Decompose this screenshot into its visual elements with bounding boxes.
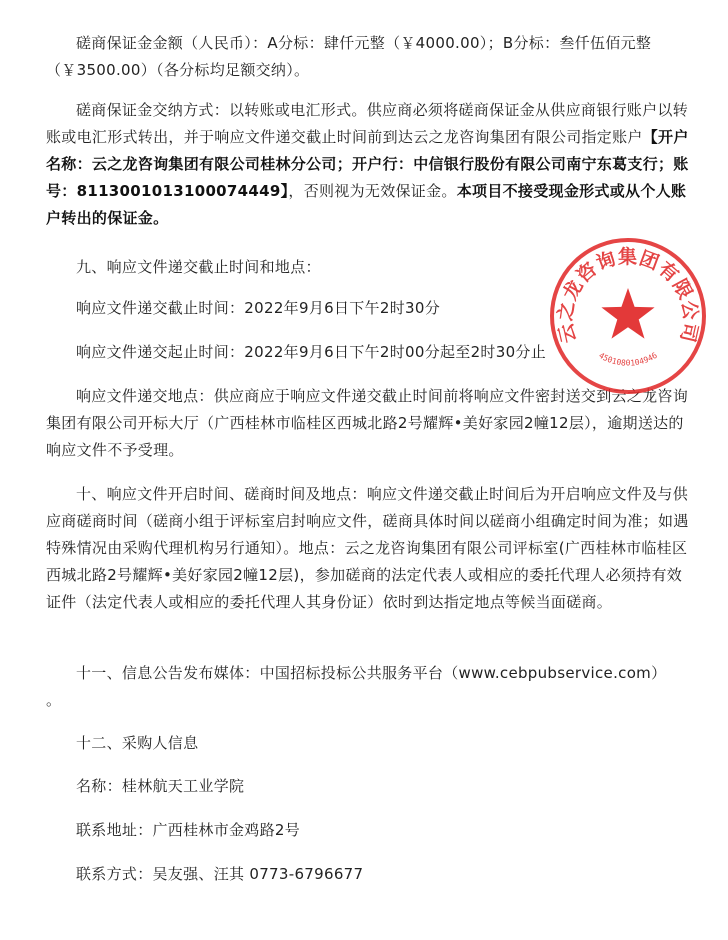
seal-star-icon [601, 288, 654, 339]
deposit-method-invalid: ，否则视为无效保证金。 [288, 182, 457, 200]
section11-period: 。 [46, 691, 62, 709]
section12-heading: 十二、采购人信息 [76, 734, 199, 752]
section10-paragraph: 十、响应文件开启时间、磋商时间及地点：响应文件递交截止时间后为开启响应文件及与供应商磋商时间（磋商小组于评标室启封响应文件，磋商具体时间以磋商小组确定时间为准；如遇特殊情况由采购代理机构另行通知）。地点：云之龙咨询集团有限公司评标室(广西桂林市临桂区西城北路2号耀辉•美好家园2幢12层)，参加磋商的法定代表人或相应的委托代理人必须持有效证件（法定代表人或相应的委托代理人其身份证）依时到达指定地点等候当面磋商。 [46, 485, 689, 611]
seal-number: 4501080104946 [597, 350, 659, 368]
deposit-amount-paragraph: 磋商保证金金额（人民币）：A分标：肆仟元整（￥4000.00）；B分标：叁仟伍佰元整（￥3500.00）（各分标均足额交纳）。 [46, 34, 652, 79]
purchaser-contact: 联系方式：吴友强、汪其 0773-6796677 [76, 865, 364, 883]
purchaser-address: 联系地址：广西桂林市金鸡路2号 [76, 821, 301, 839]
purchaser-name: 名称：桂林航天工业学院 [76, 777, 245, 795]
submission-location: 响应文件递交地点：供应商应于响应文件递交截止时间前将响应文件密封送交到云之龙咨询集团有限公司开标大厅（广西桂林市临桂区西城北路2号耀辉•美好家园2幢12层），逾期送达的响应文件不予受理。 [46, 387, 689, 459]
deposit-method-paragraph [46, 97, 692, 232]
section11-paragraph: 十一、信息公告发布媒体：中国招标投标公共服务平台（www.cebpubservice.com） [76, 664, 667, 682]
deposit-method-text: 磋商保证金交纳方式：以转账或电汇形式。供应商必须将磋商保证金从供应商银行账户以转账或电汇形式转出，并于响应文件递交截止时间前到达云之龙咨询集团有限公司指定账户 [46, 101, 689, 146]
seal-org-text: 云之龙咨询集团有限公司 [554, 246, 702, 346]
deposit-method-notice: 本项目不接受现金形式或从个人账户转出的保证金。 [46, 182, 687, 227]
section9-heading: 九、响应文件递交截止时间和地点： [76, 258, 321, 276]
submission-deadline: 响应文件递交截止时间：2022年9月6日下午2时30分 [76, 299, 440, 317]
company-seal-stamp [548, 236, 708, 396]
submission-period: 响应文件递交起止时间：2022年9月6日下午2时00分起至2时30分止 [76, 343, 547, 361]
bank-account-info: 【开户名称：云之龙咨询集团有限公司桂林分公司；开户行：中信银行股份有限公司南宁东葛支行；账号：8113001013100074449】 [46, 128, 689, 200]
